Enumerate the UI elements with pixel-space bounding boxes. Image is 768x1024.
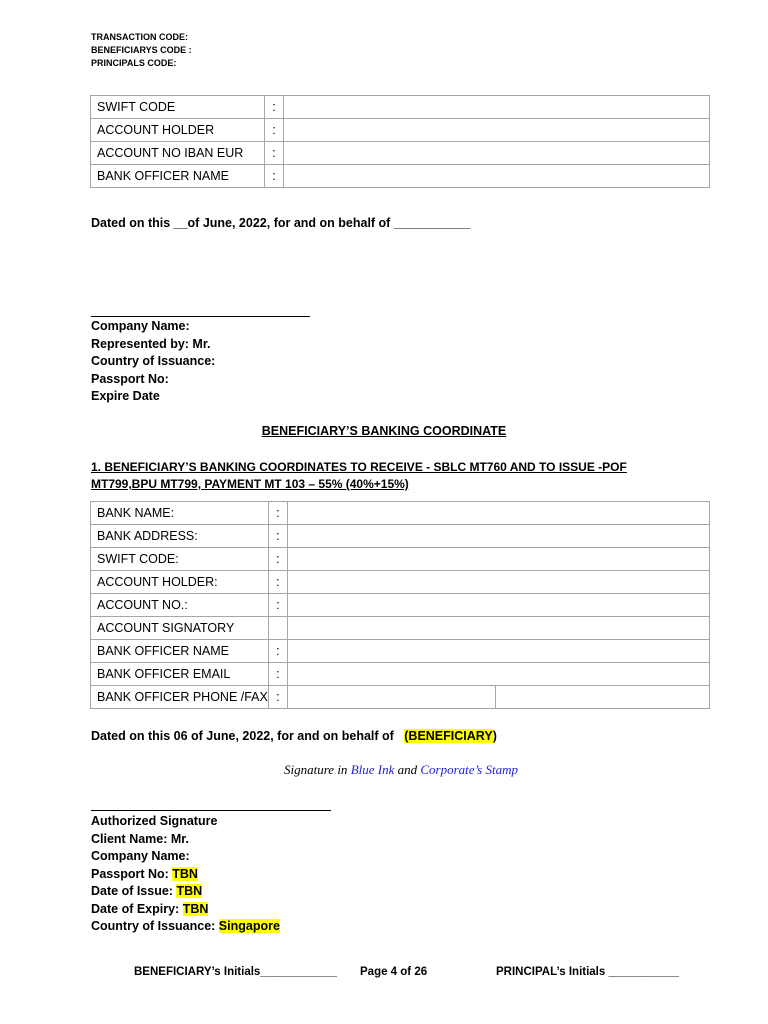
table-row [91,142,710,165]
signature-note-part1: Signature in [284,762,351,777]
beneficiary-initials: BENEFICIARY’s Initials____________ [134,966,338,978]
signature-note-and: and [394,762,421,777]
bank-details-table-1 [90,95,710,188]
row-label: ACCOUNT NO.: [91,594,269,617]
header-codes [91,31,192,70]
row-value-cell[interactable] [287,548,709,571]
table-row [91,663,710,686]
table-row [91,165,710,188]
signer-block-1 [91,318,215,406]
date-of-issue-value: TBN [176,884,203,898]
row-value-cell[interactable] [287,640,709,663]
row-value-cell[interactable] [284,142,710,165]
date-of-issue-row [91,883,280,901]
client-name-label: Client Name: Mr. [91,831,189,846]
row-colon: : [265,96,284,119]
table-row [91,640,710,663]
country-of-issuance-value: Singapore [218,919,280,933]
table-row [91,96,710,119]
row-value-cell-phone[interactable] [287,686,495,709]
passport-no-value: TBN [172,866,198,881]
row-label: BANK OFFICER NAME [91,640,269,663]
row-value-cell[interactable] [284,96,710,119]
row-value-cell[interactable] [287,663,709,686]
row-value-cell[interactable] [287,525,709,548]
row-colon: : [268,640,287,663]
row-colon: : [268,594,287,617]
table-row [91,525,710,548]
signature-line-2 [91,810,331,811]
beneficiary-highlight: (BENEFICIARY [404,729,493,743]
date-of-expiry-label: Date of Expiry: [91,901,183,916]
expire-date-label: Expire Date [91,389,160,403]
row-colon: : [268,571,287,594]
country-of-issuance-label: Country of Issuance: [91,919,219,933]
corporate-stamp-text: Corporate’s Stamp [420,762,518,777]
company-name-label: Company Name: [91,849,190,863]
table-row [91,548,710,571]
row-value-cell[interactable] [284,165,710,188]
row-colon: : [265,142,284,165]
table-row [91,502,710,525]
passport-no-label: Passport No: [91,866,173,881]
company-name-label: Company Name: [91,319,190,333]
table-row [91,571,710,594]
row-label: BANK OFFICER PHONE /FAX [91,686,269,709]
represented-by-label: Represented by: Mr. [91,336,211,351]
row-value-cell-fax[interactable] [495,686,709,709]
row-label: BANK NAME: [91,502,269,525]
dated-line-2-close: ) [492,729,497,743]
row-colon: : [268,502,287,525]
table-row [91,686,710,709]
row-colon: : [268,525,287,548]
row-colon: : [268,548,287,571]
page-number: Page 4 of 26 [360,966,428,978]
row-colon: : [268,663,287,686]
row-value-cell[interactable] [284,119,710,142]
section-subtitle: 1. BENEFICIARY’S BANKING COORDINATES TO RECEIVE - SBLC MT760 AND TO ISSUE -POF MT799,BPU MT799, PAYMENT MT 103 – 55% (40%+15%) [91,460,627,491]
bank-details-table-2 [90,501,710,709]
row-label: SWIFT CODE [91,96,265,119]
row-value-cell[interactable] [287,571,709,594]
dated-line-2 [91,729,497,743]
row-value-cell[interactable] [287,594,709,617]
passport-no-row [91,866,280,884]
beneficiarys-code-label: BENEFICIARYS CODE : [91,45,192,55]
date-of-issue-label: Date of Issue: [91,884,177,898]
dated-line-1: Dated on this __of June, 2022, for and on behalf of ___________ [91,216,471,230]
row-label: ACCOUNT NO IBAN EUR [91,142,265,165]
country-of-issuance-row [91,918,280,936]
row-label: ACCOUNT HOLDER [91,119,265,142]
principals-code-label: PRINCIPALS CODE: [91,58,177,68]
row-colon: : [265,165,284,188]
signature-instruction [0,762,768,778]
row-colon: : [265,119,284,142]
row-label: ACCOUNT HOLDER: [91,571,269,594]
date-of-expiry-row [91,901,280,919]
blue-ink-text: Blue Ink [350,762,395,777]
passport-no-label: Passport No: [91,371,169,386]
row-value-cell[interactable] [287,617,709,640]
country-of-issuance-label: Country of Issuance: [91,354,216,368]
transaction-code-label: TRANSACTION CODE: [91,32,188,42]
dated-line-2-text: Dated on this 06 of June, 2022, for and on behalf of [91,729,394,743]
row-colon [268,617,287,640]
signature-line-1 [91,316,310,317]
section-title: BENEFICIARY’S BANKING COORDINATE [261,424,507,438]
table-row [91,594,710,617]
authorized-signature-label: Authorized Signature [91,814,218,828]
principal-initials: PRINCIPAL’s Initials ___________ [496,966,679,978]
table-row [91,119,710,142]
row-label: SWIFT CODE: [91,548,269,571]
signer-block-2 [91,813,280,936]
row-value-cell[interactable] [287,502,709,525]
row-label: BANK ADDRESS: [91,525,269,548]
row-label: ACCOUNT SIGNATORY [91,617,269,640]
row-label: BANK OFFICER NAME [91,165,265,188]
table-row [91,617,710,640]
row-colon: : [268,686,287,709]
date-of-expiry-value: TBN [182,901,209,916]
row-label: BANK OFFICER EMAIL [91,663,269,686]
